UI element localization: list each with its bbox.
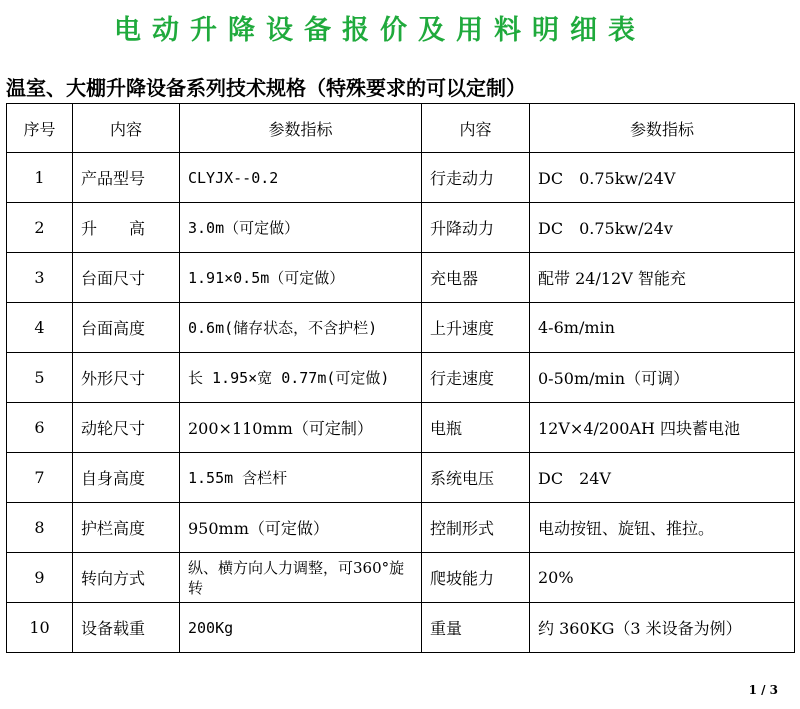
row-item: 设备载重 bbox=[73, 603, 180, 653]
page-number: 1 / 3 bbox=[748, 683, 778, 697]
header-item2: 内容 bbox=[422, 104, 530, 153]
row-value: 1.91×0.5m（可定做） bbox=[180, 253, 422, 303]
row-item: 转向方式 bbox=[73, 553, 180, 603]
table-header-row bbox=[7, 104, 795, 153]
table-row bbox=[7, 353, 795, 403]
spec-table bbox=[6, 103, 795, 653]
row-value: 0.6m(储存状态，不含护栏) bbox=[180, 303, 422, 353]
row-value2: 约 360KG（3 米设备为例） bbox=[530, 603, 795, 653]
row-item: 自身高度 bbox=[73, 453, 180, 503]
row-item: 动轮尺寸 bbox=[73, 403, 180, 453]
table-row bbox=[7, 453, 795, 503]
row-value2: DC 24V bbox=[530, 453, 795, 503]
row-item2: 行走动力 bbox=[422, 153, 530, 203]
row-value2: 20% bbox=[530, 553, 795, 603]
row-item: 台面尺寸 bbox=[73, 253, 180, 303]
row-item2: 重量 bbox=[422, 603, 530, 653]
table-row bbox=[7, 253, 795, 303]
row-value: 3.0m（可定做） bbox=[180, 203, 422, 253]
row-value: 200Kg bbox=[180, 603, 422, 653]
table-row bbox=[7, 603, 795, 653]
section-heading: 温室、大棚升降设备系列技术规格（特殊要求的可以定制） bbox=[6, 76, 526, 100]
row-value: 纵、横方向人力调整，可360°旋转 bbox=[180, 553, 422, 603]
row-number: 3 bbox=[7, 253, 73, 303]
row-number: 5 bbox=[7, 353, 73, 403]
row-value: 长 1.95×宽 0.77m(可定做) bbox=[180, 353, 422, 403]
table-row bbox=[7, 403, 795, 453]
row-item2: 充电器 bbox=[422, 253, 530, 303]
row-item: 台面高度 bbox=[73, 303, 180, 353]
row-item2: 控制形式 bbox=[422, 503, 530, 553]
row-item: 升 高 bbox=[73, 203, 180, 253]
table-row bbox=[7, 153, 795, 203]
document-title: 电动升降设备报价及用料明细表 bbox=[114, 15, 646, 46]
row-value2: 电动按钮、旋钮、推拉。 bbox=[530, 503, 795, 553]
table-row bbox=[7, 553, 795, 603]
row-value: 1.55m 含栏杆 bbox=[180, 453, 422, 503]
table-row bbox=[7, 503, 795, 553]
row-number: 6 bbox=[7, 403, 73, 453]
row-item: 护栏高度 bbox=[73, 503, 180, 553]
row-item2: 升降动力 bbox=[422, 203, 530, 253]
row-number: 7 bbox=[7, 453, 73, 503]
row-item2: 爬坡能力 bbox=[422, 553, 530, 603]
row-value: 200×110mm（可定制） bbox=[180, 403, 422, 453]
row-item2: 系统电压 bbox=[422, 453, 530, 503]
row-value2: 配带 24/12V 智能充 bbox=[530, 253, 795, 303]
row-item2: 电瓶 bbox=[422, 403, 530, 453]
row-value2: 4-6m/min bbox=[530, 303, 795, 353]
row-number: 2 bbox=[7, 203, 73, 253]
header-item: 内容 bbox=[73, 104, 180, 153]
row-number: 9 bbox=[7, 553, 73, 603]
row-value2: 12V×4/200AH 四块蓄电池 bbox=[530, 403, 795, 453]
row-value2: 0-50m/min（可调） bbox=[530, 353, 795, 403]
row-number: 1 bbox=[7, 153, 73, 203]
table-row bbox=[7, 303, 795, 353]
row-value2: DC 0.75kw/24v bbox=[530, 203, 795, 253]
table-row bbox=[7, 203, 795, 253]
row-number: 10 bbox=[7, 603, 73, 653]
row-item2: 行走速度 bbox=[422, 353, 530, 403]
row-item: 产品型号 bbox=[73, 153, 180, 203]
row-number: 4 bbox=[7, 303, 73, 353]
row-value: 950mm（可定做） bbox=[180, 503, 422, 553]
row-value: CLYJX--0.2 bbox=[180, 153, 422, 203]
header-value2: 参数指标 bbox=[530, 104, 795, 153]
row-value2: DC 0.75kw/24V bbox=[530, 153, 795, 203]
header-value: 参数指标 bbox=[180, 104, 422, 153]
row-item: 外形尺寸 bbox=[73, 353, 180, 403]
row-item2: 上升速度 bbox=[422, 303, 530, 353]
header-no: 序号 bbox=[7, 104, 73, 153]
row-number: 8 bbox=[7, 503, 73, 553]
